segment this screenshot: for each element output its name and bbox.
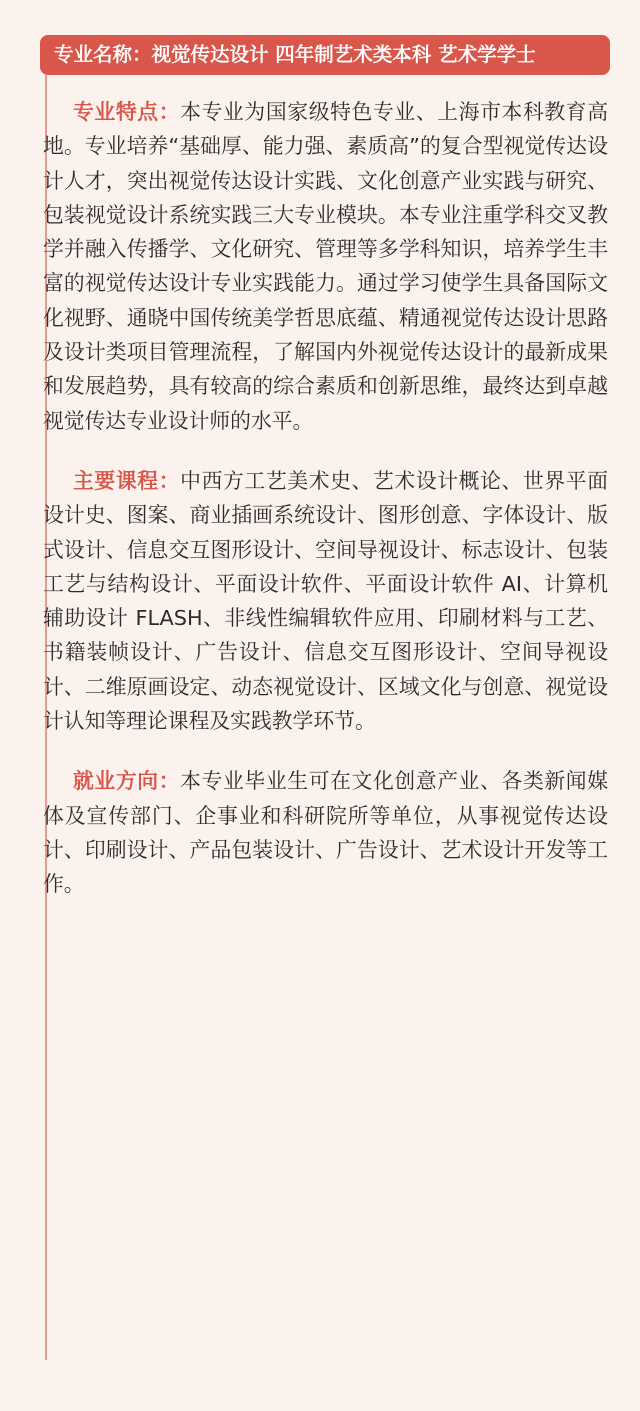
major-title-text: 专业名称：视觉传达设计 四年制艺术类本科 艺术学学士	[54, 43, 536, 66]
section-courses-label: 主要课程：	[73, 468, 181, 493]
section-features-text: 本专业为国家级特色专业、上海市本科教育高地。专业培养“基础厚、能力强、素质高”的复合型视觉传达设计人才，突出视觉传达设计实践、文化创意产业实践与研究、包装视觉设计系统实践三大专业模块。本专业注重学科交叉教学并融入传播学、文化研究、管理等多学科知识，培养学生丰富的视觉传达设计专业实践能力。通过学习使学生具备国际文化视野、通晓中国传统美学哲思底蕴、精通视觉传达设计思路及设计类项目管理流程，了解国内外视觉传达设计的最新成果和发展趋势，具有较高的综合素质和创新思维，最终达到卓越视觉传达专业设计师的水平。	[43, 100, 609, 433]
section-careers-label: 就业方向：	[73, 769, 181, 794]
section-features	[43, 95, 608, 438]
section-courses-text: 中西方工艺美术史、艺术设计概论、世界平面设计史、图案、商业插画系统设计、图形创意、字体设计、版式设计、信息交互图形设计、空间导视设计、标志设计、包装工艺与结构设计、平面设计软件、平面设计软件 AI、计算机辅助设计 FLASH、非线性编辑软件应用、印刷材料与工艺、书籍装帧设计、广告设计、信息交互图形设计、空间导视设计、二维原画设定、动态视觉设计、区域文化与创意、视觉设计认知等理论课程及实践教学环节。	[43, 468, 609, 734]
section-courses	[43, 464, 608, 738]
section-careers-text: 本专业毕业生可在文化创意产业、各类新闻媒体及宣传部门、企事业和科研院所等单位，从事视觉传达设计、印刷设计、产品包装设计、广告设计、艺术设计开发等工作。	[43, 769, 609, 897]
section-careers	[43, 764, 608, 901]
major-description-body	[43, 95, 608, 902]
section-features-label: 专业特点：	[73, 100, 181, 124]
major-title-banner	[40, 35, 610, 75]
